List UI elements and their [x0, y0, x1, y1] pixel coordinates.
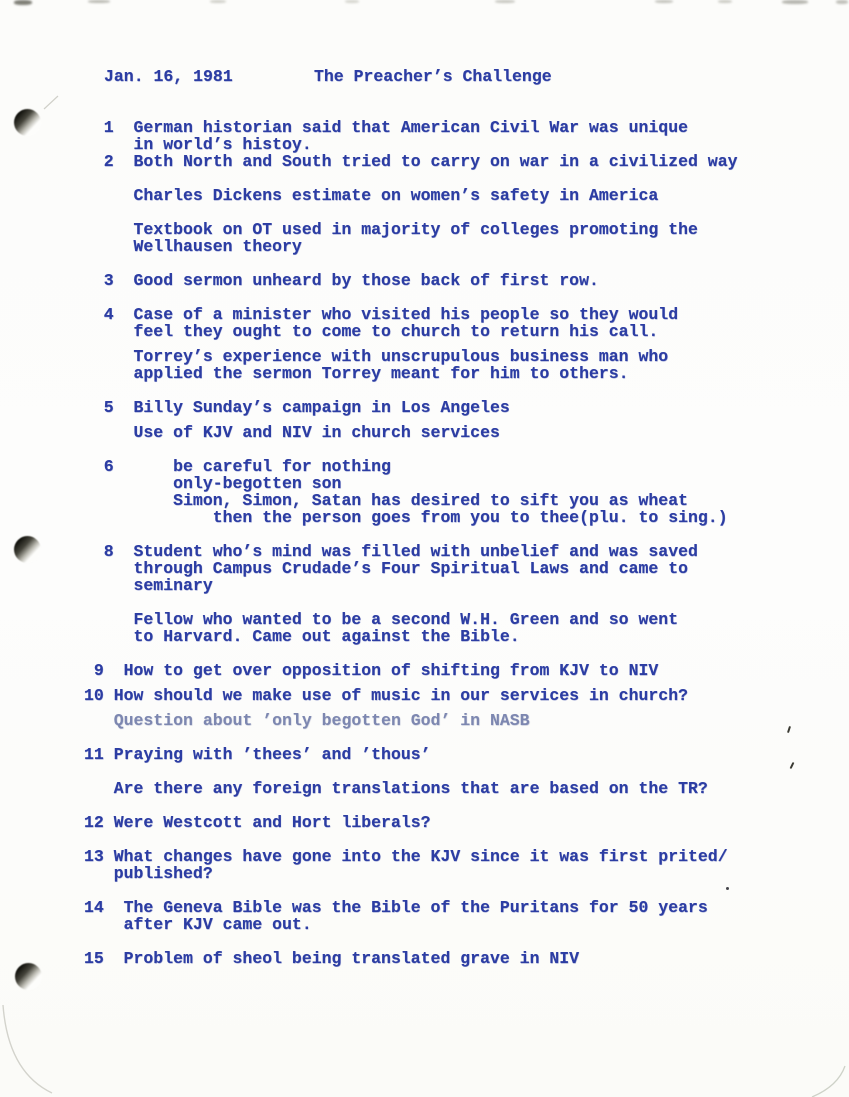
typed-line: Charles Dickens estimate on women’s safety in America [84, 186, 659, 205]
typed-line: Use of KJV and NIV in church services [84, 423, 500, 442]
typed-line: Wellhausen theory [84, 237, 302, 256]
typed-line: 10 How should we make use of music in our services in church? [84, 686, 688, 705]
scan-smudge [14, 0, 32, 5]
scan-smudge [88, 0, 110, 3]
typed-line: Textbook on OT used in majority of colleges promoting the [84, 220, 698, 239]
scan-smudge [495, 0, 515, 3]
typed-line: 12 Were Westcott and Hort liberals? [84, 813, 431, 832]
typed-line: 1 German historian said that American Civil War was unique [84, 118, 688, 137]
document-title: The Preacher’s Challenge [314, 67, 552, 86]
typed-line: 4 Case of a minister who visited his people so they would [84, 305, 679, 324]
typed-line: 9 How to get over opposition of shifting from KJV to NIV [84, 661, 659, 680]
scan-smudge [782, 0, 808, 4]
typed-line: 3 Good sermon unheard by those back of first row. [84, 271, 599, 290]
typed-line: Torrey’s experience with unscrupulous business man who [84, 347, 669, 366]
typed-line: published? [84, 864, 213, 883]
document-date: Jan. 16, 1981 [104, 67, 233, 86]
typed-line: Question about ’only begotten God’ in NASB [84, 711, 530, 730]
typed-body [84, 119, 824, 967]
typed-line: then the person goes from you to thee(plu. to sing.) [84, 508, 728, 527]
typed-line: Simon, Simon, Satan has desired to sift you as wheat [84, 491, 688, 510]
typed-line: 13 What changes have gone into the KJV since it was first prited/ [84, 847, 728, 866]
typed-line: in world’s histoy. [84, 135, 312, 154]
scan-smudge [718, 0, 732, 3]
typed-line: Are there any foreign translations that are based on the TR? [84, 779, 708, 798]
typed-line: 6 be careful for nothing [84, 457, 391, 476]
scan-smudge [655, 0, 673, 3]
typed-line: seminary [84, 576, 213, 595]
typed-line: 5 Billy Sunday’s campaign in Los Angeles [84, 398, 510, 417]
typed-line: only-begotten son [84, 474, 342, 493]
hole-punch [14, 536, 41, 563]
typed-line: 2 Both North and South tried to carry on war in a civilized way [84, 152, 738, 171]
typed-line: through Campus Crudade’s Four Spiritual Laws and came to [84, 559, 688, 578]
scan-smudge [345, 0, 359, 3]
typed-line: applied the sermon Torrey meant for him to others. [84, 364, 629, 383]
typed-line: 8 Student who’s mind was filled with unbelief and was saved [84, 542, 698, 561]
typed-line: 11 Praying with ’thees’ and ’thous’ [84, 745, 431, 764]
typed-line: 14 The Geneva Bible was the Bible of the Puritans for 50 years [84, 898, 708, 917]
typed-line: after KJV came out. [84, 915, 312, 934]
typed-line: to Harvard. Came out against the Bible. [84, 627, 520, 646]
hole-punch [15, 963, 42, 990]
scan-smudge [836, 0, 848, 4]
typed-line: 15 Problem of sheol being translated grave in NIV [84, 949, 580, 968]
scan-smudge [210, 0, 226, 3]
typed-line: Fellow who wanted to be a second W.H. Green and so went [84, 610, 679, 629]
typed-line: feel they ought to come to church to return his call. [84, 322, 659, 341]
